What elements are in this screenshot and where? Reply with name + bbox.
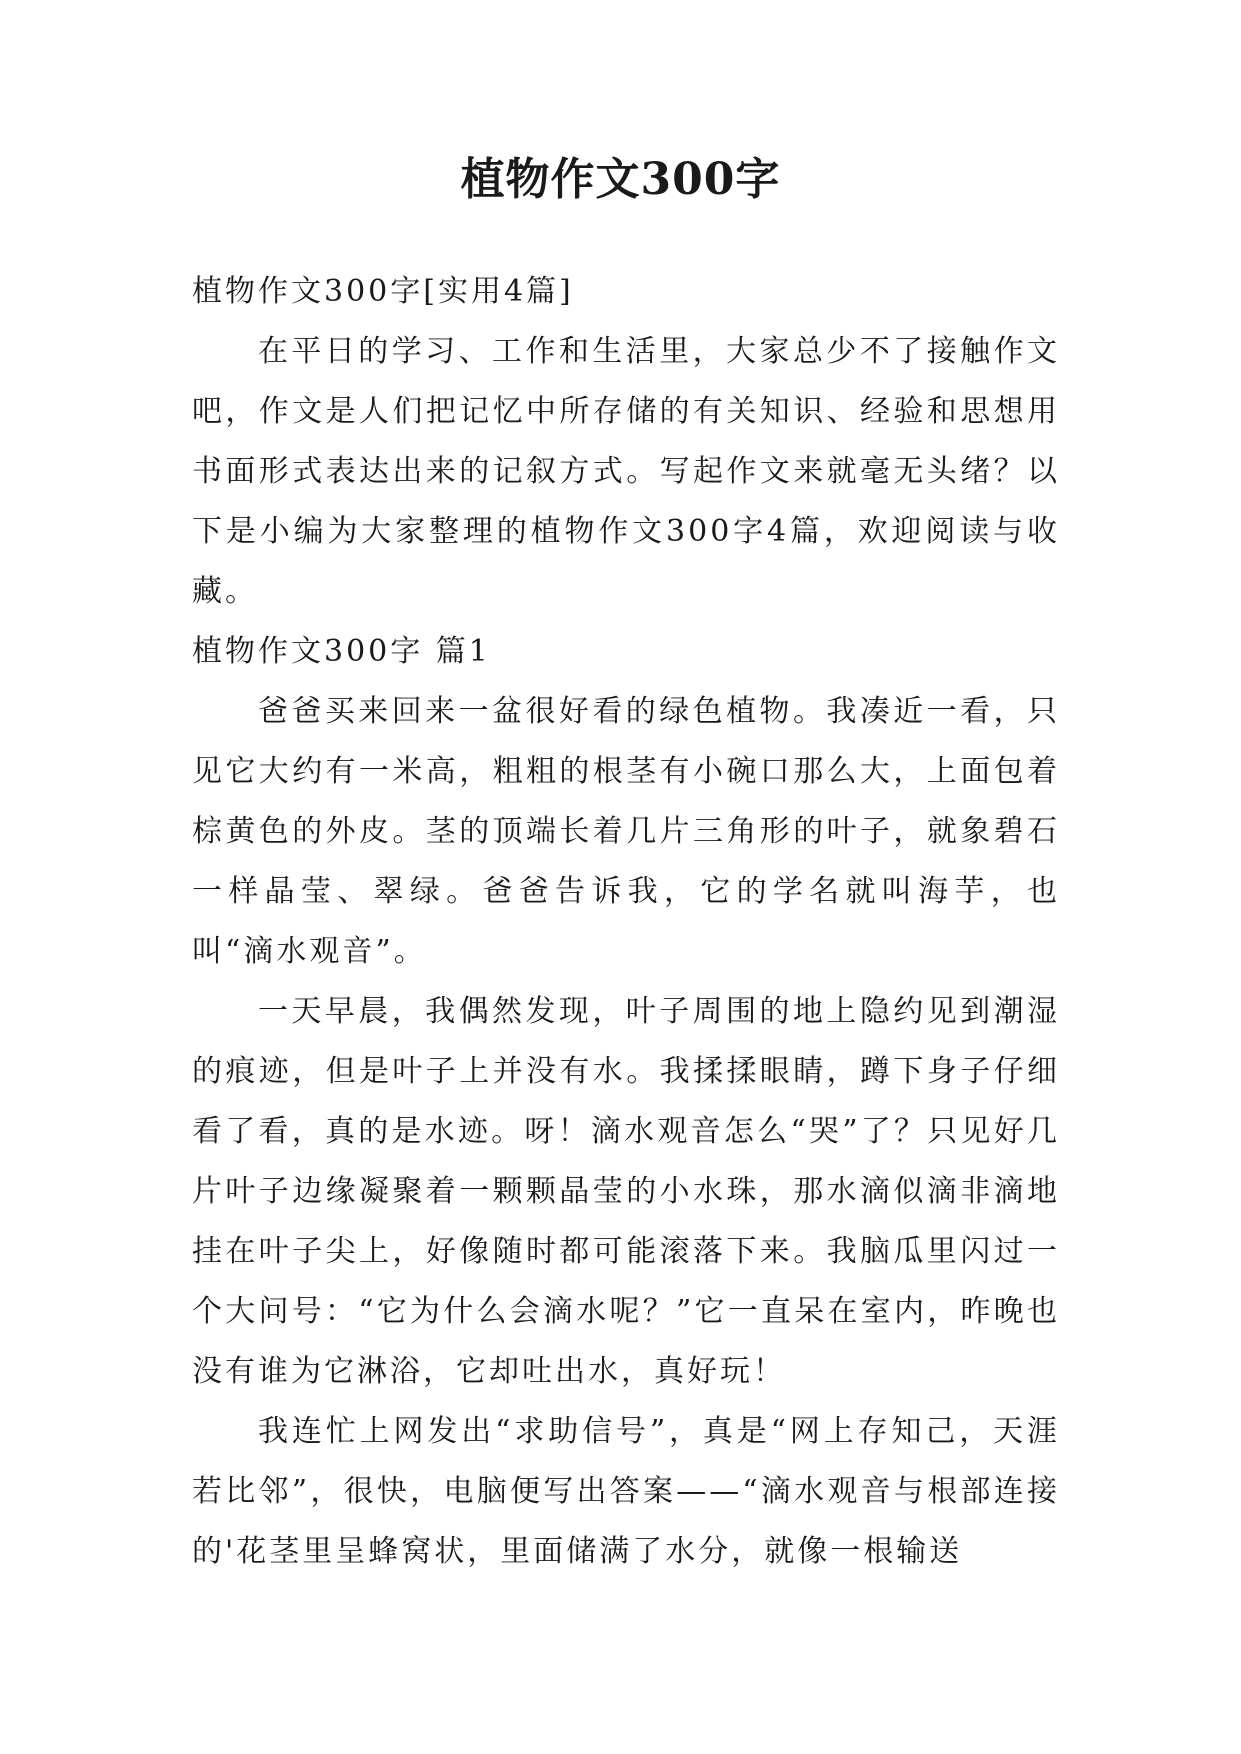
subtitle-line: 植物作文300字[实用4篇] [192,274,574,309]
intro-paragraph: 在平日的学习、工作和生活里，大家总少不了接触作文吧，作文是人们把记忆中所存储的有关知识、经验和思想用书面形式表达出来的记叙方式。写起作文来就毫无头绪？以下是小编为大家整理的植物作文300字4篇，欢迎阅读与收藏。 [192,334,1060,609]
section-heading: 植物作文300字 篇1 [192,634,491,669]
body-paragraph: 一天早晨，我偶然发现，叶子周围的地上隐约见到潮湿的痕迹，但是叶子上并没有水。我揉揉眼睛，蹲下身子仔细看了看，真的是水迹。呀！滴水观音怎么“哭”了？只见好几片叶子边缘凝聚着一颗颗晶莹的小水珠，那水滴似滴非滴地挂在叶子尖上，好像随时都可能滚落下来。我脑瓜里闪过一个大问号：“它为什么会滴水呢？”它一直呆在室内，昨晚也没有谁为它淋浴，它却吐出水，真好玩！ [192,994,1060,1389]
body-paragraph: 爸爸买来回来一盆很好看的绿色植物。我凑近一看，只见它大约有一米高，粗粗的根茎有小碗口那么大，上面包着棕黄色的外皮。茎的顶端长着几片三角形的叶子，就象碧石一样晶莹、翠绿。爸爸告诉我，它的学名就叫海芋，也叫“滴水观音”。 [192,694,1060,969]
body-paragraph: 我连忙上网发出“求助信号”，真是“网上存知己，天涯若比邻”，很快，电脑便写出答案——“滴水观音与根部连接的'花茎里呈蜂窝状，里面储满了水分，就像一根输送 [192,1414,1060,1569]
document-body [192,262,1060,1582]
document-title: 植物作文300字 [460,154,781,205]
